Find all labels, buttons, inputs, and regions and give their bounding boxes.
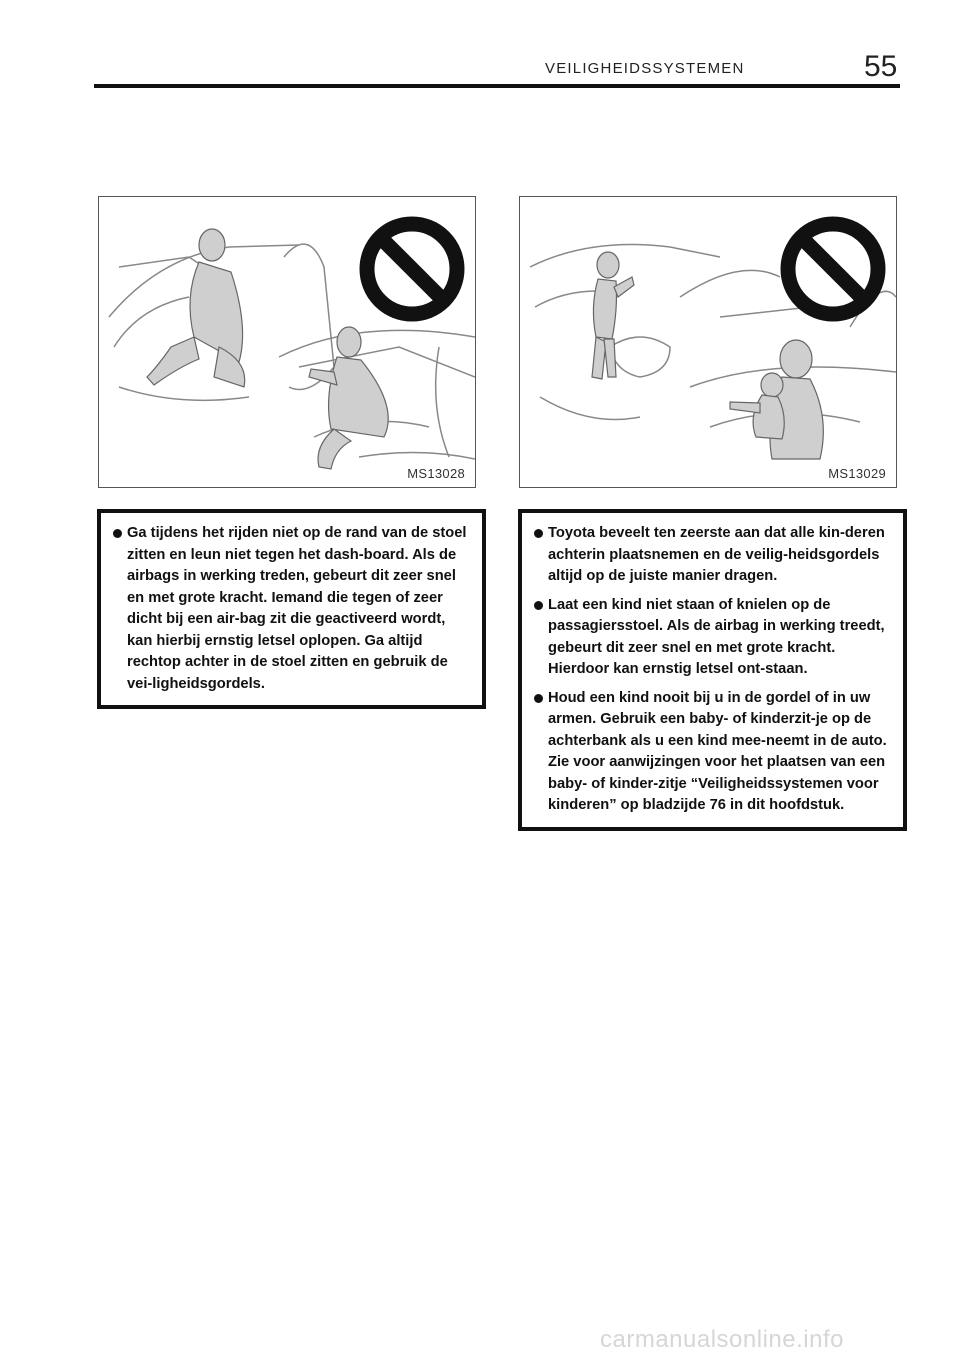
footer-watermark: carmanualsonline.info xyxy=(600,1326,844,1353)
figure-code: MS13029 xyxy=(828,466,886,481)
page-number: 55 xyxy=(864,50,898,83)
caution-item xyxy=(113,523,472,695)
illustration-child-standing xyxy=(519,196,897,488)
header-divider xyxy=(94,84,900,88)
bullet-icon xyxy=(534,601,543,610)
illustration-drawing xyxy=(520,197,896,487)
caution-text: Ga tijdens het rijden niet op de rand van de stoel zitten en leun niet tegen het dash-board. Als de airbags in werking treden, gebeurt dit zeer snel en met grote kracht. Iemand die tegen of zeer dicht bij een air-bag zit die geactiveerd wordt, kan hierbij ernstig letsel oplopen. Ga altijd rechtop achter in de stoel zitten en gebruik de vei-ligheidsgordels. xyxy=(127,525,467,692)
caution-list xyxy=(534,523,893,817)
caution-text: Toyota beveelt ten zeerste aan dat alle kin-deren achterin plaatsnemen en de veilig-heidsgordels altijd op de juiste manier dragen. xyxy=(548,525,885,584)
bullet-icon xyxy=(534,694,543,703)
caution-item xyxy=(534,595,893,681)
bullet-icon xyxy=(113,529,122,538)
prohibition-icon xyxy=(788,224,878,314)
figure-code: MS13028 xyxy=(407,466,465,481)
illustration-drawing xyxy=(99,197,475,487)
caution-item xyxy=(534,523,893,588)
caution-item xyxy=(534,688,893,817)
caution-list xyxy=(113,523,472,695)
caution-text: Houd een kind nooit bij u in de gordel of in uw armen. Gebruik een baby- of kinderzit-je op de achterbank als u een kind mee-neemt in de auto. Zie voor aanwijzingen voor het plaatsen van een baby- of kinder-zitje “Veiligheidssystemen voor kinderen” op bladzijde 76 in dit hoofdstuk. xyxy=(548,689,887,813)
prohibition-icon xyxy=(367,224,457,314)
caution-box-left xyxy=(97,509,486,709)
caution-text: Laat een kind niet staan of knielen op de passagiersstoel. Als de airbag in werking treedt, gebeurt dit zeer snel en met grote kracht. Hierdoor kan ernstig letsel ont-staan. xyxy=(548,596,885,677)
illustration-leaning-dashboard xyxy=(98,196,476,488)
section-title: VEILIGHEIDSSYSTEMEN xyxy=(545,60,745,77)
caution-box-right xyxy=(518,509,907,831)
bullet-icon xyxy=(534,529,543,538)
